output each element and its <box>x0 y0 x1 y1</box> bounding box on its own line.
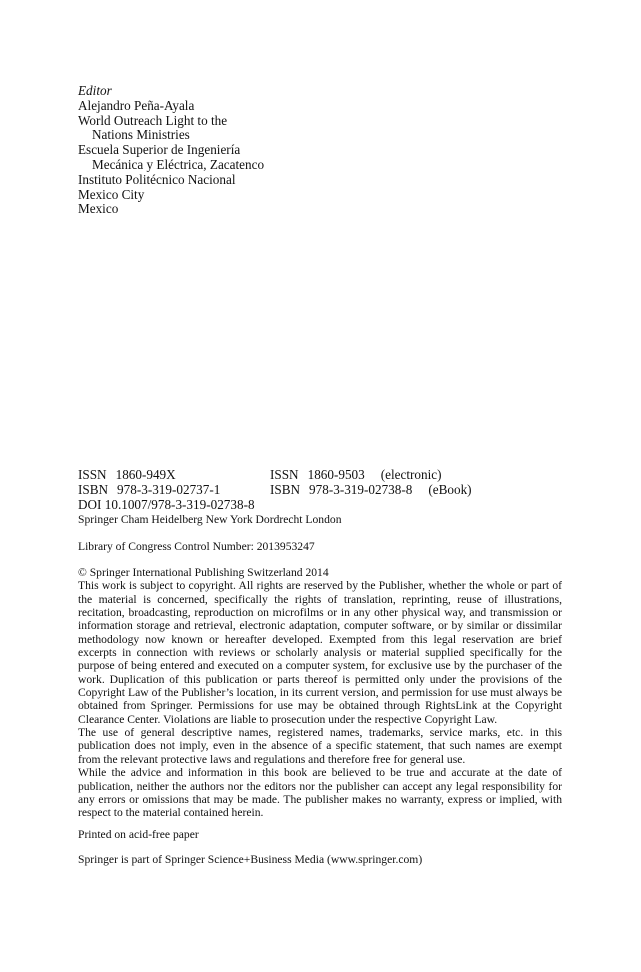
trademark-paragraph: The use of general descriptive names, registered names, trademarks, service marks, etc. in this publication does not imply, even in the absence of a specific statement, that such names are exempt from the relevant protective laws and regulations and therefore free for general use. <box>78 726 562 766</box>
issn-row <box>78 468 568 483</box>
isbn-print-label: ISBN <box>78 481 109 497</box>
issn-electronic <box>270 468 442 483</box>
editor-label: Editor <box>78 83 112 98</box>
copyright-block <box>78 566 562 820</box>
affiliation-line: Mexico <box>78 201 119 217</box>
library-of-congress-number: Library of Congress Control Number: 2013953247 <box>78 540 315 553</box>
issn-print-label: ISSN <box>78 467 107 482</box>
affiliation-line: Instituto Politécnico Nacional <box>78 171 236 187</box>
issn-print <box>78 468 176 483</box>
liability-paragraph: While the advice and information in this book are believed to be true and accurate at the date of publication, neither the authors nor the editors nor the publisher can accept any legal responsibility for any errors or omissions that may be made. The publisher makes no warranty, express or implied, with respect to the material contained herein. <box>78 766 562 820</box>
springer-part-of: Springer is part of Springer Science+Business Media (www.springer.com) <box>78 853 423 866</box>
rights-paragraph: This work is subject to copyright. All rights are reserved by the Publisher, whether the whole or part of the material is concerned, specifically the rights of translation, reprinting, reuse of illustrations, recitation, broadcasting, reproduction on microfilms or in any other physical way, and transmission or information storage and retrieval, electronic adaptation, computer software, or by similar or dissimilar methodology now known or hereafter developed. Exempted from this legal reservation are brief excerpts in connection with reviews or scholarly analysis or material supplied specifically for the purpose of being entered and executed on a computer system, for exclusive use by the purchaser of the work. Duplication of this publication or parts thereof is permitted only under the provisions of the Copyright Law of the Publisher’s location, in its current version, and permission for use must always be obtained from Springer. Permissions for use may be obtained through RightsLink at the Copyright Clearance Center. Violations are liable to prosecution under the respective Copyright Law. <box>78 579 562 726</box>
doi <box>78 498 255 513</box>
isbn-print <box>78 483 220 498</box>
issn-electronic-note: (electronic) <box>380 467 442 482</box>
doi-label: DOI <box>78 496 102 512</box>
affiliation-line: Nations Ministries <box>92 127 190 143</box>
copyright-notice: © Springer International Publishing Switzerland 2014 <box>78 566 329 579</box>
isbn-ebook <box>270 483 472 498</box>
affiliation-line: Mecánica y Eléctrica, Zacatenco <box>92 156 265 172</box>
issn-print-value: 1860-949X <box>115 467 176 482</box>
issn-electronic-label: ISSN <box>270 467 299 482</box>
editor-name: Alejandro Peña-Ayala <box>78 97 195 113</box>
identifier-block <box>78 468 568 512</box>
publisher-cities: Springer Cham Heidelberg New York Dordrecht London <box>78 513 342 526</box>
editor-block <box>78 84 378 217</box>
doi-value: 10.1007/978-3-319-02738-8 <box>104 496 255 512</box>
printed-note: Printed on acid-free paper <box>78 828 199 841</box>
affiliation-line: Escuela Superior de Ingeniería <box>78 142 241 158</box>
isbn-ebook-label: ISBN <box>270 481 301 497</box>
affiliation-line: Mexico City <box>78 186 145 202</box>
isbn-print-value: 978-3-319-02737-1 <box>117 481 221 497</box>
isbn-row <box>78 483 568 498</box>
doi-row <box>78 498 568 513</box>
affiliation-line: World Outreach Light to the <box>78 112 228 128</box>
isbn-ebook-note: (eBook) <box>428 481 472 497</box>
isbn-ebook-value: 978-3-319-02738-8 <box>309 481 413 497</box>
issn-electronic-value: 1860-9503 <box>307 467 365 482</box>
